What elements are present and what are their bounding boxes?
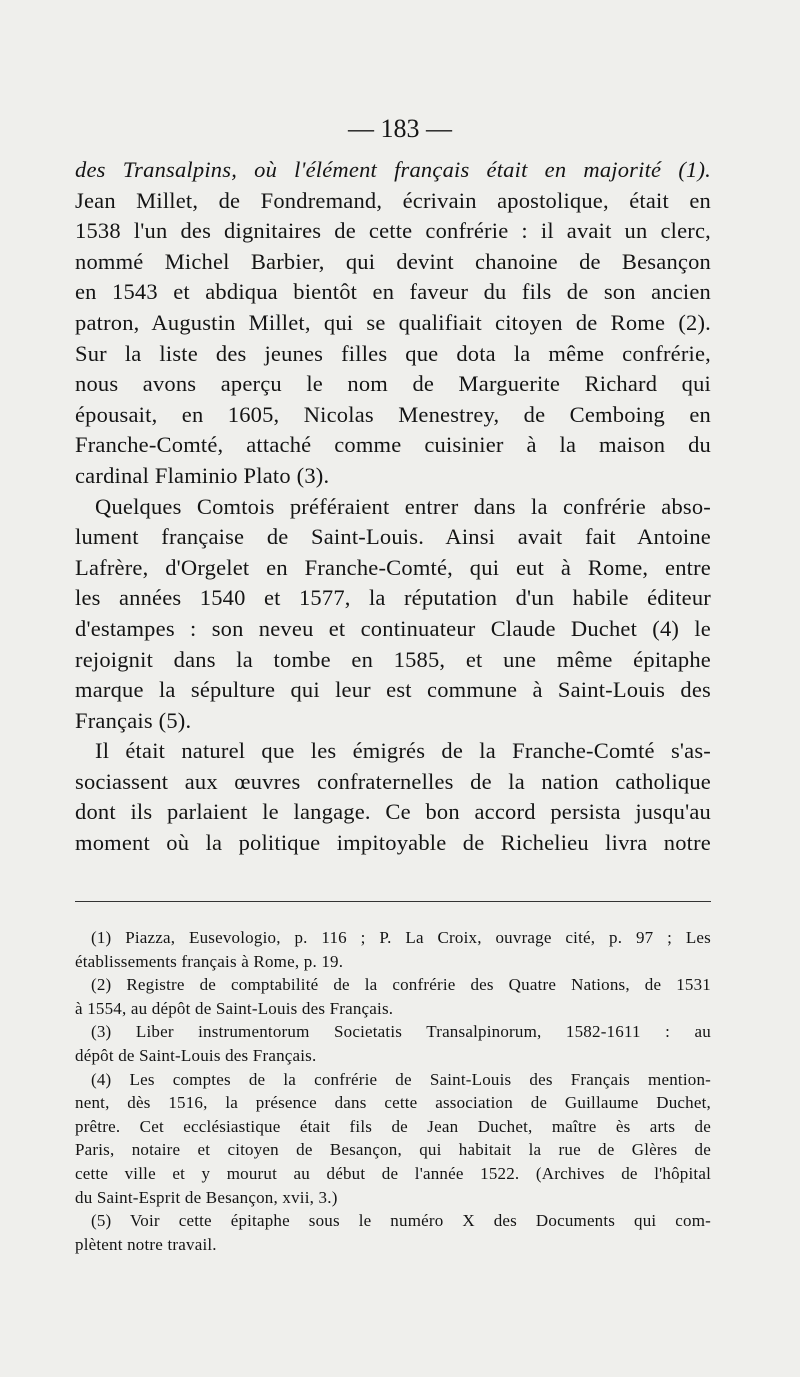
footnote-3 [75, 1020, 711, 1067]
footnote-line: nent, dès 1516, la présence dans cette association de Guillaume Duchet, [75, 1093, 711, 1113]
footnote-line: (4) Les comptes de la confrérie de Saint-Louis des Français mention- [91, 1069, 711, 1089]
footnote-line: dépôt de Saint-Louis des Français. [75, 1045, 317, 1065]
text-line: patron, Augustin Millet, qui se qualifiait citoyen de Rome (2). [75, 309, 711, 335]
footnote-line: du Saint-Esprit de Besançon, xvii, 3.) [75, 1187, 338, 1207]
text-line: nommé Michel Barbier, qui devint chanoine de Besançon [75, 248, 711, 274]
text-line: Quelques Comtois préféraient entrer dans la confrérie abso- [95, 493, 711, 519]
text-line [75, 155, 711, 186]
main-text [75, 155, 711, 859]
footnote-line: (1) Piazza, Eusevologio, p. 116 ; P. La Croix, ouvrage cité, p. 97 ; Les [91, 928, 711, 947]
footnote-2 [75, 973, 711, 1020]
paragraph-3 [75, 736, 711, 858]
footnote-5 [75, 1209, 711, 1256]
text-line: 1538 l'un des dignitaires de cette confrérie : il avait un clerc, [75, 218, 711, 244]
footnote-line: à 1554, au dépôt de Saint-Louis des Français. [75, 998, 394, 1018]
footnote-divider [75, 901, 711, 902]
page-number: — 183 — [348, 114, 452, 143]
text-line: épousait, en 1605, Nicolas Menestrey, de Cemboing en [75, 401, 711, 427]
text-line: nous avons aperçu le nom de Marguerite Richard qui [75, 371, 711, 397]
text-line: cardinal Flaminio Plato (3). [75, 462, 330, 488]
text-line: Franche-Comté, attaché comme cuisinier à la maison du [75, 432, 711, 458]
footnote-line: cette ville et y mourut au début de l'année 1522. (Archives de l'hôpital [75, 1163, 711, 1183]
footnote-line: plètent notre travail. [75, 1234, 217, 1254]
footnotes [75, 926, 711, 1256]
text-line: sociassent aux œuvres confraternelles de la nation catholique [75, 768, 711, 794]
text-line: lument française de Saint-Louis. Ainsi avait fait Antoine [75, 524, 711, 550]
paragraph-1 [75, 155, 711, 492]
footnote-line: (2) Registre de comptabilité de la confrérie des Quatre Nations, de 1531 [91, 975, 711, 995]
text-line: marque la sépulture qui leur est commune à Saint-Louis des [75, 677, 711, 703]
footnote-line: (3) Liber instrumentorum Societatis Transalpinorum, 1582-1611 : au [91, 1022, 711, 1042]
text-line: Lafrère, d'Orgelet en Franche-Comté, qui eut à Rome, entre [75, 554, 711, 580]
text-line: moment où la politique impitoyable de Richelieu livra notre [75, 830, 711, 856]
text-line-transalpins: des Transalpins, où l'élément français était en majorité (1). [75, 157, 711, 182]
footnote-line: prêtre. Cet ecclésiastique était fils de Jean Duchet, maître ès arts de [75, 1116, 711, 1136]
footnote-4 [75, 1068, 711, 1210]
text-line: les années 1540 et 1577, la réputation d'un habile éditeur [75, 585, 711, 611]
footnote-line: Paris, notaire et citoyen de Besançon, qui habitait la rue de Glères de [75, 1140, 711, 1160]
paragraph-2 [75, 492, 711, 737]
text-line: Il était naturel que les émigrés de la Franche-Comté s'as- [95, 738, 711, 764]
footnote-1 [75, 926, 711, 973]
text-line: Jean Millet, de Fondremand, écrivain apostolique, était en [75, 187, 711, 213]
footnote-line: établissements français à Rome, p. 19. [75, 951, 344, 971]
text-line: dont ils parlaient le langage. Ce bon accord persista jusqu'au [75, 799, 711, 825]
text-line: en 1543 et abdiqua bientôt en faveur du fils de son ancien [75, 279, 711, 305]
text-line: rejoignit dans la tombe en 1585, et une même épitaphe [75, 646, 711, 672]
footnote-line: (5) Voir cette épitaphe sous le numéro X des Documents qui com- [91, 1211, 711, 1231]
text-line: d'estampes : son neveu et continuateur Claude Duchet (4) le [75, 615, 711, 641]
text-line: Sur la liste des jeunes filles que dota la même confrérie, [75, 340, 711, 366]
text-line: Français (5). [75, 707, 192, 733]
